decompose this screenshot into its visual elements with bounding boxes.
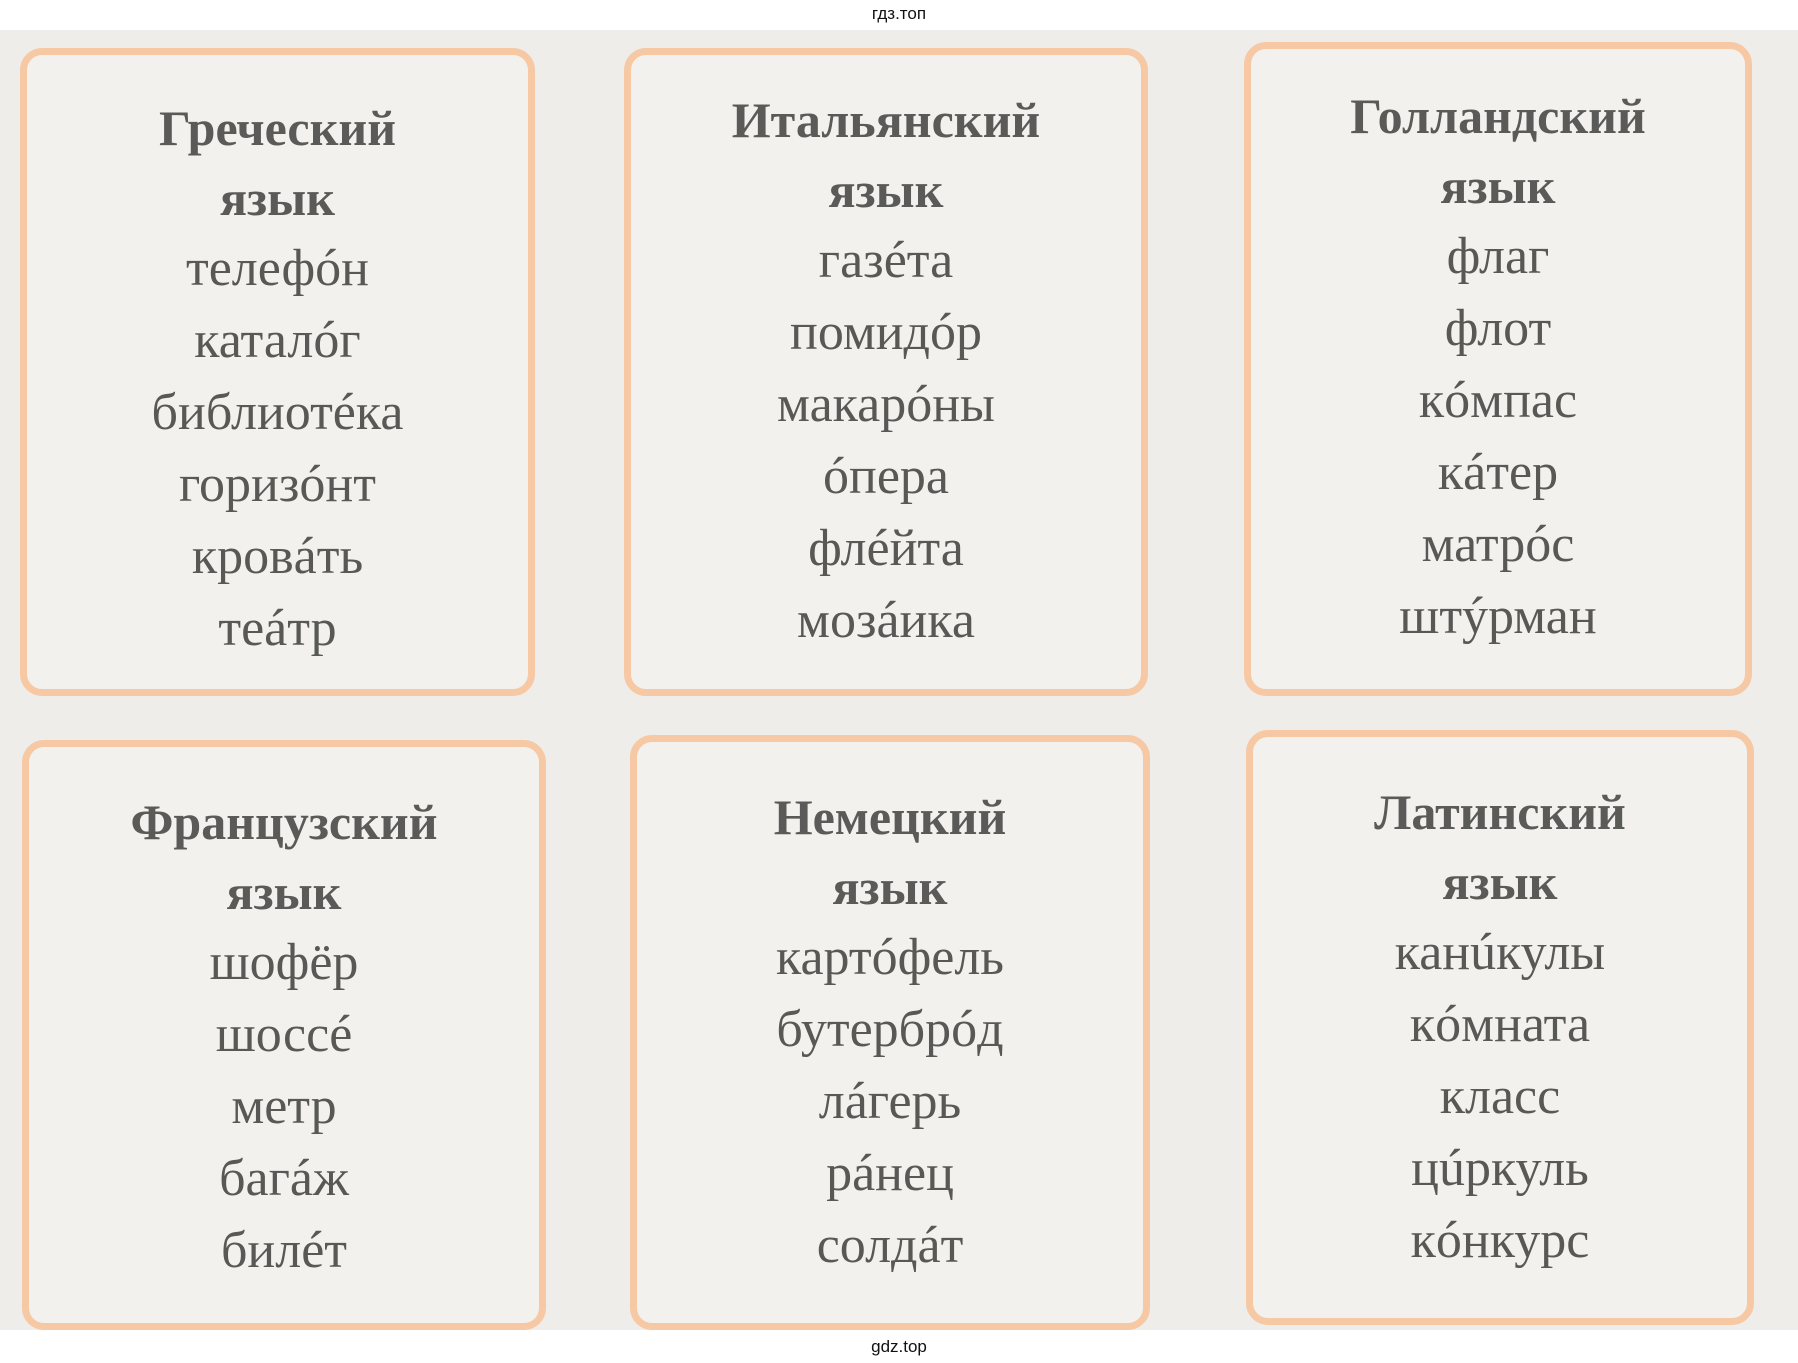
word-item: кóмпас [1418,372,1578,429]
card-title [1251,81,1745,221]
word-item: рáнец [826,1145,954,1202]
word-item: лáгерь [818,1073,962,1130]
card-title [631,85,1141,225]
word-item: каталóг [194,312,361,369]
card-title-line1: Греческий [158,100,397,156]
word-item: метр [231,1078,337,1135]
card-title [27,93,528,233]
word-item: теáтр [218,600,337,657]
word-item: кровáть [191,528,364,585]
word-item: горизóнт [179,456,376,513]
word-item: класс [1439,1068,1561,1125]
card-title-line2: язык [1442,854,1558,910]
word-item: шоссé [215,1006,353,1063]
card-title-line2: язык [828,162,944,218]
word-item: штýрман [1399,588,1597,645]
card-greek [20,48,535,696]
card-title-line2: язык [832,859,948,915]
word-item: флаг [1446,228,1550,285]
card-title-line2: язык [226,864,342,920]
word-item: цúркуль [1411,1140,1589,1197]
word-item: помидóр [789,304,983,361]
word-item: флéйта [808,520,964,577]
word-item: мозáика [797,592,975,649]
word-item: матрóс [1421,516,1575,573]
word-item: макарóны [777,376,995,433]
card-dutch [1244,42,1752,696]
word-item: багáж [219,1150,349,1207]
watermark-bottom: gdz.top [871,1337,927,1356]
word-item: кáтер [1437,444,1559,501]
word-item: флот [1444,300,1552,357]
word-item: кóмната [1409,996,1591,1053]
word-item: картóфель [775,929,1005,986]
word-item: телефóн [186,240,369,297]
card-title [1253,777,1747,917]
word-item: библиотéка [151,384,404,441]
word-item: газéта [818,232,954,289]
word-item: кóнкурс [1410,1212,1590,1269]
card-title [29,787,539,927]
word-item: бутербрóд [776,1001,1004,1058]
word-item: шофёр [209,934,359,991]
card-title-line1: Латинский [1374,784,1626,840]
card-title [637,782,1143,922]
card-title-line1: Итальянский [731,92,1041,148]
card-title-line1: Французский [130,794,438,850]
textbook-page [0,30,1798,1330]
card-title-line1: Голландский [1350,88,1646,144]
word-item: солдáт [816,1217,964,1274]
card-latin [1246,730,1754,1325]
word-item: билéт [220,1222,348,1279]
card-german [630,735,1150,1330]
card-italian [624,48,1148,696]
card-title-line2: язык [220,170,335,226]
watermark-top: гдз.топ [871,4,927,23]
card-title-line1: Немецкий [773,789,1007,845]
word-item: канúкулы [1394,924,1606,981]
word-item: óпера [823,448,949,505]
card-title-line2: язык [1440,158,1556,214]
card-french [22,740,546,1330]
